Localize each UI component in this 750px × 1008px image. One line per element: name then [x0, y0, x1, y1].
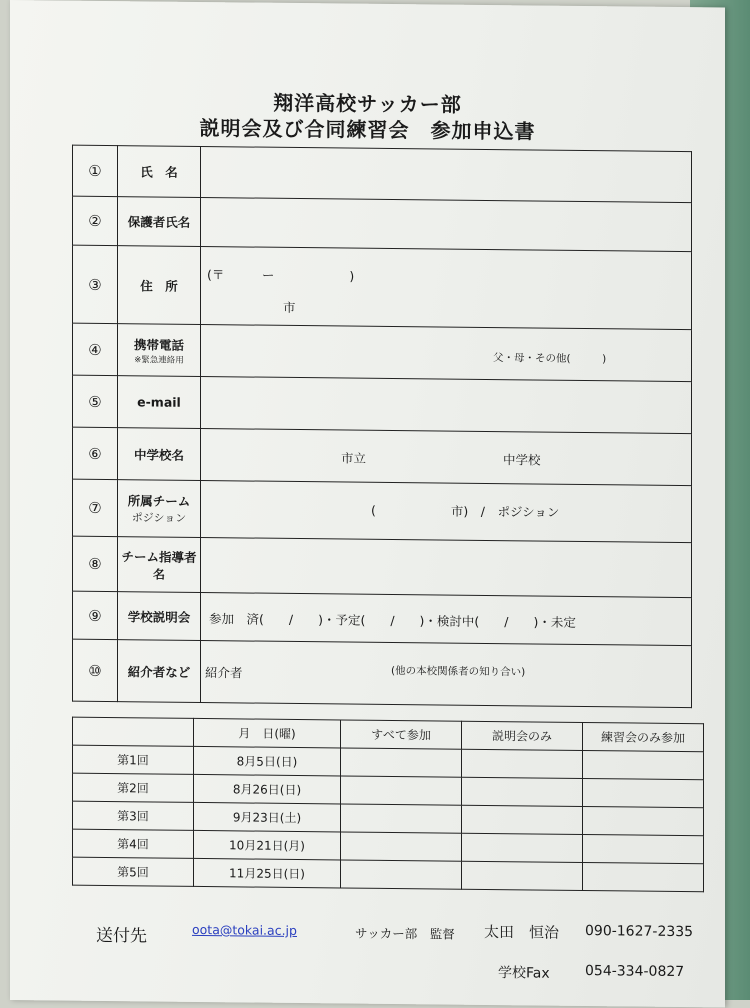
check-briefing-cell[interactable] [462, 861, 583, 890]
junior-high-text: 中学校 [503, 452, 541, 468]
round-label: 第2回 [73, 773, 194, 802]
schedule-header-date: 月 日(曜) [194, 718, 341, 748]
application-form-table [72, 145, 692, 708]
form-row-email [73, 375, 692, 433]
check-briefing-cell[interactable] [462, 805, 583, 834]
schedule-header-practice: 練習会のみ参加 [583, 722, 704, 751]
coach-label: チーム指導者 [121, 548, 197, 565]
check-practice-cell[interactable] [583, 862, 704, 891]
email-field[interactable] [201, 376, 692, 433]
round-label: 第5回 [73, 857, 194, 886]
team-position-field[interactable] [201, 480, 692, 542]
row-number: ⑤ [73, 375, 118, 427]
row-number: ⑥ [73, 427, 118, 479]
form-title-line1: 翔洋高校サッカー部 [273, 90, 462, 117]
guardian-name-field[interactable] [201, 197, 692, 251]
schedule-header-briefing: 説明会のみ [462, 721, 583, 750]
team-sublabel: ポジション [131, 511, 187, 525]
briefing-status-field[interactable] [201, 592, 692, 645]
contact-email-link[interactable]: oota@tokai.ac.jp [192, 921, 297, 939]
contact-name: 太田 恒治 [484, 922, 560, 942]
form-row-name [73, 145, 692, 202]
briefing-options-text: 参加 済( / )・予定( / )・検討中( / )・未定 [209, 611, 576, 630]
form-row-address [73, 245, 692, 329]
schedule-header-all: すべて参加 [341, 720, 462, 749]
row-number: ② [73, 196, 118, 245]
check-practice-cell[interactable] [583, 806, 704, 835]
coach-sublabel: 名 [152, 566, 165, 582]
check-all-cell[interactable] [341, 776, 462, 805]
form-row-coach [73, 536, 692, 597]
relation-text: 父・母・その他( ) [493, 352, 607, 366]
check-all-cell[interactable] [341, 748, 462, 777]
contact-role: サッカー部 監督 [355, 925, 455, 942]
row-label-phone [118, 324, 201, 377]
fax-number: 054-334-0827 [585, 963, 685, 981]
row-label-name: 氏 名 [118, 146, 201, 198]
referrer-field[interactable] [201, 640, 692, 707]
row-number: ④ [73, 323, 118, 375]
form-row-team [73, 479, 692, 542]
phone-field[interactable] [201, 324, 692, 381]
row-number: ⑦ [73, 479, 118, 536]
check-all-cell[interactable] [341, 804, 462, 833]
round-label: 第3回 [73, 801, 194, 830]
row-label-team [118, 480, 201, 538]
check-practice-cell[interactable] [583, 834, 704, 863]
check-briefing-cell[interactable] [462, 777, 583, 806]
row-label-coach [118, 537, 201, 593]
check-practice-cell[interactable] [583, 778, 704, 807]
row-label-address: 住 所 [118, 246, 201, 325]
row-number: ⑨ [73, 591, 118, 639]
round-date: 9月23日(土) [194, 802, 341, 832]
check-all-cell[interactable] [341, 832, 462, 861]
form-row-school [73, 427, 692, 485]
schedule-row [73, 857, 704, 892]
postal-code-text: (〒 ー ) [207, 267, 355, 284]
round-label: 第4回 [73, 829, 194, 858]
form-row-guardian [73, 196, 692, 251]
referrer-note: (他の本校関係者の知り合い) [391, 664, 526, 679]
name-field[interactable] [201, 146, 692, 202]
schedule-table [72, 717, 704, 893]
schedule-header-corner [73, 717, 194, 746]
round-date: 8月26日(日) [194, 774, 341, 804]
send-to-label: 送付先 [96, 925, 147, 947]
city-text: 市 [283, 299, 296, 315]
round-label: 第1回 [73, 745, 194, 774]
row-label-referrer: 紹介者など [118, 640, 201, 703]
round-date: 8月5日(日) [194, 746, 341, 776]
row-number: ③ [73, 245, 118, 323]
team-position-text: ( 市) / ポジション [371, 502, 560, 520]
check-briefing-cell[interactable] [462, 833, 583, 862]
team-label: 所属チーム [127, 493, 191, 509]
fax-label: 学校Fax [498, 965, 550, 982]
address-field[interactable] [201, 246, 692, 329]
form-title-line2: 説明会及び合同練習会 参加申込書 [199, 115, 536, 144]
round-date: 11月25日(日) [194, 858, 341, 888]
check-practice-cell[interactable] [583, 750, 704, 779]
row-label-email: e-mail [118, 376, 201, 429]
row-label-guardian: 保護者氏名 [118, 197, 201, 247]
check-all-cell[interactable] [341, 860, 462, 889]
application-form-sheet [10, 0, 725, 1007]
coach-name-field[interactable] [201, 537, 692, 597]
phone-sublabel: ※緊急連絡用 [134, 354, 184, 366]
row-label-briefing: 学校説明会 [118, 592, 201, 641]
form-row-briefing [73, 591, 692, 645]
row-label-school: 中学校名 [118, 428, 201, 481]
row-number: ① [73, 145, 118, 196]
contact-phone: 090-1627-2335 [585, 923, 694, 941]
form-row-phone [73, 323, 692, 381]
referrer-text: 紹介者 [205, 665, 243, 681]
row-number: ⑧ [73, 536, 118, 591]
phone-label: 携帯電話 [133, 336, 184, 353]
school-field[interactable] [201, 428, 692, 485]
round-date: 10月21日(月) [194, 830, 341, 860]
municipal-text: 市立 [341, 450, 367, 466]
form-row-referrer [73, 639, 692, 707]
row-number: ⑩ [73, 639, 118, 701]
check-briefing-cell[interactable] [462, 749, 583, 778]
